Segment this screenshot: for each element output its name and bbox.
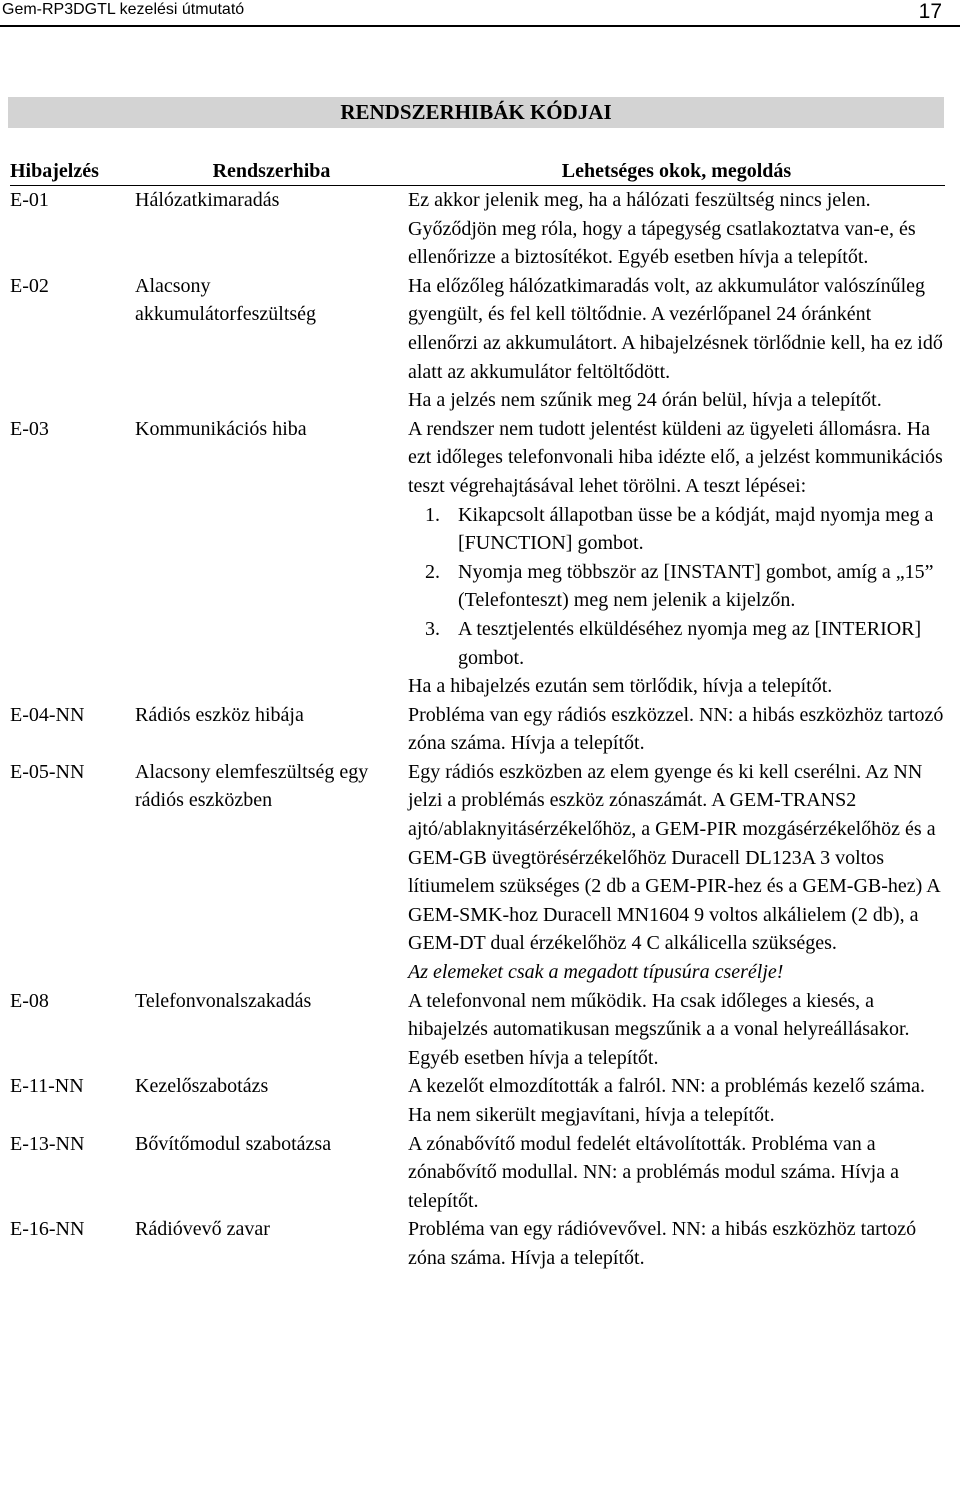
- table-row: [10, 987, 945, 1073]
- list-item: [408, 558, 945, 615]
- key-name: FUNCTION: [464, 532, 566, 555]
- cause-note: Ha a hibajelzés ezután sem törlődik, hívja a telepítőt.: [408, 675, 833, 698]
- step-text-end: ] gombot, amíg a „15” (Telefonteszt) meg nem jelenik a kijelzőn.: [458, 560, 934, 612]
- error-name: Alacsony elemfeszültség egy rádiós eszközben: [135, 760, 369, 812]
- section-title: RENDSZERHIBÁK KÓDJAI: [8, 97, 944, 128]
- table-row: [10, 272, 945, 415]
- table-row: [10, 1072, 945, 1129]
- error-cause: Probléma van egy rádiós eszközzel. NN: a hibás eszközhöz tartozó zóna száma. Hívja a telepítőt.: [408, 703, 944, 755]
- table-row: [10, 1215, 945, 1272]
- error-name: Kommunikációs hiba: [135, 417, 307, 440]
- error-code: E-02: [10, 274, 49, 297]
- step-text: A tesztjelentés elküldéséhez nyomja meg az [: [458, 617, 822, 640]
- error-cause: A kezelőt elmozdították a falról. NN: a problémás kezelő száma. Ha nem sikerült megjavítani, hívja a telepítőt.: [408, 1075, 926, 1126]
- cause-text: A rendszer nem tudott jelentést küldeni az ügyeleti állomásra. Ha ezt időleges telefonvonali hiba idézte elő, a jelzést kommunikációs teszt végrehajtásával lehet törölni. A teszt lépései:: [408, 417, 943, 497]
- column-header-cause: Lehetséges okok, megoldás: [561, 160, 792, 182]
- error-name: Alacsony akkumulátorfeszültség: [135, 274, 317, 326]
- error-name: Hálózatkimaradás: [135, 189, 280, 211]
- table-row: [10, 701, 945, 758]
- error-cause: Ez akkor jelenik meg, ha a hálózati feszültség nincs jelen. Győződjön meg róla, hogy a tápegység csatlakoztatva van-e, és ellenőrizze a biztosítékot. Egyéb esetben hívja a telepítőt.: [408, 189, 916, 269]
- error-name: Rádiós eszköz hibája: [135, 703, 304, 726]
- error-code: E-01: [10, 189, 49, 211]
- error-name: Bővítőmodul szabotázsa: [135, 1132, 332, 1155]
- error-code: E-03: [10, 417, 49, 440]
- key-name: INTERIOR: [821, 617, 915, 640]
- step-text-end: ] gombot.: [565, 532, 644, 555]
- cause-text: Egy rádiós eszközben az elem gyenge és ki kell cserélni. Az NN jelzi a problémás eszköz zónaszámát. A GEM-TRANS2 ajtó/ablaknyitásérzékelőhöz, a GEM-PIR mozgásérzékelőhöz és a GEM-GB üvegtörésérzékelőhöz Duracell DL123A 3 voltos lítiumelem szükséges (2 db a GEM-PIR-hez és a GEM-GB-hez) A GEM-SMK-hoz Duracell MN1604 9 voltos alkálielem (2 db), a GEM-DT dual érzékelőhöz 4 C alkálicella szükséges.: [408, 760, 940, 955]
- step-number: 2.: [425, 560, 440, 583]
- step-number: 3.: [425, 617, 440, 640]
- step-text: Nyomja meg többször az [: [458, 560, 671, 583]
- error-name: Telefonvonalszakadás: [135, 989, 312, 1012]
- error-code: E-08: [10, 989, 49, 1012]
- cause-warning: Az elemeket csak a megadott típusúra cserélje!: [408, 961, 784, 984]
- error-cause: [408, 415, 945, 701]
- error-cause: A telefonvonal nem működik. Ha csak időleges a kiesés, a hibajelzés automatikusan megszűnik a a vonal helyreállásakor. Egyéb esetben hívja a telepítőt.: [408, 989, 910, 1069]
- table-row: [10, 1130, 945, 1216]
- step-text-end: ] gombot.: [458, 617, 922, 669]
- page-number: 17: [918, 0, 942, 23]
- cause-note: Ha a jelzés nem szűnik meg 24 órán belül, hívja a telepítőt.: [408, 389, 882, 412]
- table-header-row: [10, 157, 945, 186]
- error-cause: A zónabővítő modul fedelét eltávolították. Probléma van a zónabővítő modullal. NN: a problémás modul száma. Hívja a telepítőt.: [408, 1132, 899, 1212]
- error-code: E-16-NN: [10, 1218, 85, 1241]
- error-code: E-13-NN: [10, 1132, 85, 1155]
- error-code: E-04-NN: [10, 703, 85, 726]
- column-header-error: Rendszerhiba: [212, 160, 331, 182]
- header-rule: [0, 25, 960, 27]
- error-code: E-11-NN: [10, 1075, 84, 1098]
- column-header-code: Hibajelzés: [10, 160, 99, 182]
- list-item: [408, 615, 945, 672]
- test-steps-list: [408, 501, 945, 673]
- error-cause: Probléma van egy rádióvevővel. NN: a hibás eszközhöz tartozó zóna száma. Hívja a telepítőt.: [408, 1218, 917, 1269]
- error-code: E-05-NN: [10, 760, 85, 783]
- error-code-table: [10, 157, 945, 1273]
- step-number: 1.: [425, 503, 440, 526]
- error-cause: [408, 758, 945, 987]
- table-row: [10, 758, 945, 987]
- error-name: Kezelőszabotázs: [135, 1075, 269, 1098]
- step-text: Kikapcsolt állapotban üsse be a kódját, majd nyomja meg a [: [458, 503, 934, 555]
- table-row: [10, 415, 945, 701]
- page-header: [0, 0, 960, 24]
- key-name: INSTANT: [670, 560, 755, 583]
- error-name: Rádióvevő zavar: [135, 1218, 270, 1241]
- document-title: Gem-RP3DGTL kezelési útmutató: [2, 1, 245, 18]
- cause-text: Ha előzőleg hálózatkimaradás volt, az akkumulátor valószínűleg gyengült, és fel kell töltődnie. A vezérlőpanel 24 óránként ellenőrzi az akkumulátort. A hibajelzésnek törlődnie kell, ha ez idő alatt az akkumulátor feltöltődött.: [408, 274, 943, 383]
- table-row: [10, 186, 945, 272]
- error-cause: [408, 272, 945, 415]
- list-item: [408, 501, 945, 558]
